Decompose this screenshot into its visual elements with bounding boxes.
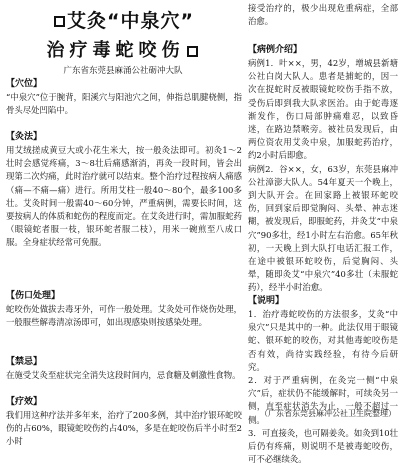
ornament-square-icon <box>54 16 65 27</box>
section-text-notes: 1．治疗毒蛇咬伤的方法很多，艾灸“中泉穴”只是其中的一种。此法仅用于眼镜蛇、银环蛇的咬伤，对其他毒蛇咬伤是否有效，尚待实践经验，有待今后研究。 2．对于严重病例，在灸完一侧“中泉穴”后，症状仍不能缓解时，可续灸另一侧，直至症状消失为止，一般不超过一侧。 3．可直接灸，也可隔姜灸。如灸到10壮后仍有疼痛，则说明不是被毒蛇咬伤，可不必继续灸。 <box>248 309 398 465</box>
article-header <box>6 2 240 74</box>
section-heading-taboo: 【禁忌】 <box>6 357 43 367</box>
byline: 广东省东莞县麻涌公社砺冲大队 <box>63 66 183 76</box>
section-text-efficacy-continued: 接受治疗的，极少出现危重病症，全部治愈。 <box>248 3 398 27</box>
section-heading-efficacy: 【疗效】 <box>6 397 43 407</box>
section-text-cases: 病例1．叶××，男，42岁，增城县新塘公社白岗大队人。患者是捕蛇的，因一次在捉蛇时反被眼镜蛇咬伤手指不放，受伤后即到我大队求医治。由于蛇毒逐渐发作，伤口局部肿痛难忍，以致昏迷，在路边禁喉旁。被社员发现后，由两位资农用艾灸中泉，加服蛇药治疗，约2小时后即愈。 病例2．谷××，女，63岁，东莞县麻冲公社漳澎大队人。54年夏天一个晚上，到大队开会。在回家路上被银环蛇咬伤，回到家后即觉胸闷、头晕、神志迷糊，被发现后，即服蛇药，并灸艾“中泉穴”90多壮，经1小时左右治愈。65年秋初，一天晚上到大队打电话汇报工作，在途中被银环蛇咬伤，后觉胸闷、头晕，随即灸艾“中泉穴”40多壮（未服蛇药），经半小时治愈。 <box>248 58 398 293</box>
headline-text: 艾灸“中泉穴” <box>67 10 194 32</box>
subheadline <box>6 36 240 62</box>
section-text-wound: 蛇咬伤处做拔去毒牙外，可作一般处理。艾灸处可作烧伤处理，一般服些解毒清凉汤即可，如出现感染则按感染处理。 <box>6 304 242 328</box>
ornament-square-icon <box>187 46 198 57</box>
section-heading-notes: 【说明】 <box>248 296 285 306</box>
section-heading-acupoint: 【穴位】 <box>6 79 43 89</box>
headline <box>6 6 240 33</box>
left-column <box>6 78 242 447</box>
section-text-efficacy: 我们用这种疗法并多年来，治疗了200多例，其中治疗银环蛇咬伤的占60%，眼镜蛇咬伤约占40%，多是在蛇咬伤后半小时至2小时 <box>6 410 242 447</box>
subheadline-text: 治疗毒蛇咬伤 <box>46 40 185 61</box>
section-text-acupoint: “中泉穴”位于腕背，阳溪穴与阳池穴之间，伸指总肌腱桡侧，指骨头尽处凹陷中。 <box>6 92 242 116</box>
section-heading-method: 【灸法】 <box>6 132 43 142</box>
section-text-taboo: 在施受艾灸至症状完全消失这段时间内，忌食糖及刺激性食物。 <box>6 370 241 380</box>
section-heading-cases: 【病例介绍】 <box>248 45 303 55</box>
right-column-top <box>248 2 398 34</box>
right-column <box>248 44 398 465</box>
section-text-method: 用艾绒搓成黄豆大或小花生米大，按一般灸法即可。初灸1～2壮时会感觉疼痛，3～8壮后痛感渐消，再灸一段时间，皆会出现第二次灼痛，此时治疗就可以结束。整个治疗过程按病人痛感（痛—不痛—痛）进行。所用艾柱一般40～80个，最多100多壮。艾灸时间一般需40～60分钟，严重病例，需要长时间，这要按病人的体质和蛇伤的程度而定。在艾灸进行时，需加服蛇药（眼镜蛇者服一枝，银环蛇者服二枝），用米一碗煎至八成口服。全身症状经常可免服。 <box>6 145 242 248</box>
credit-line: （广东省东莞县麻冲公社卫生院整理） <box>260 409 396 418</box>
section-heading-wound: 【伤口处理】 <box>6 291 61 301</box>
